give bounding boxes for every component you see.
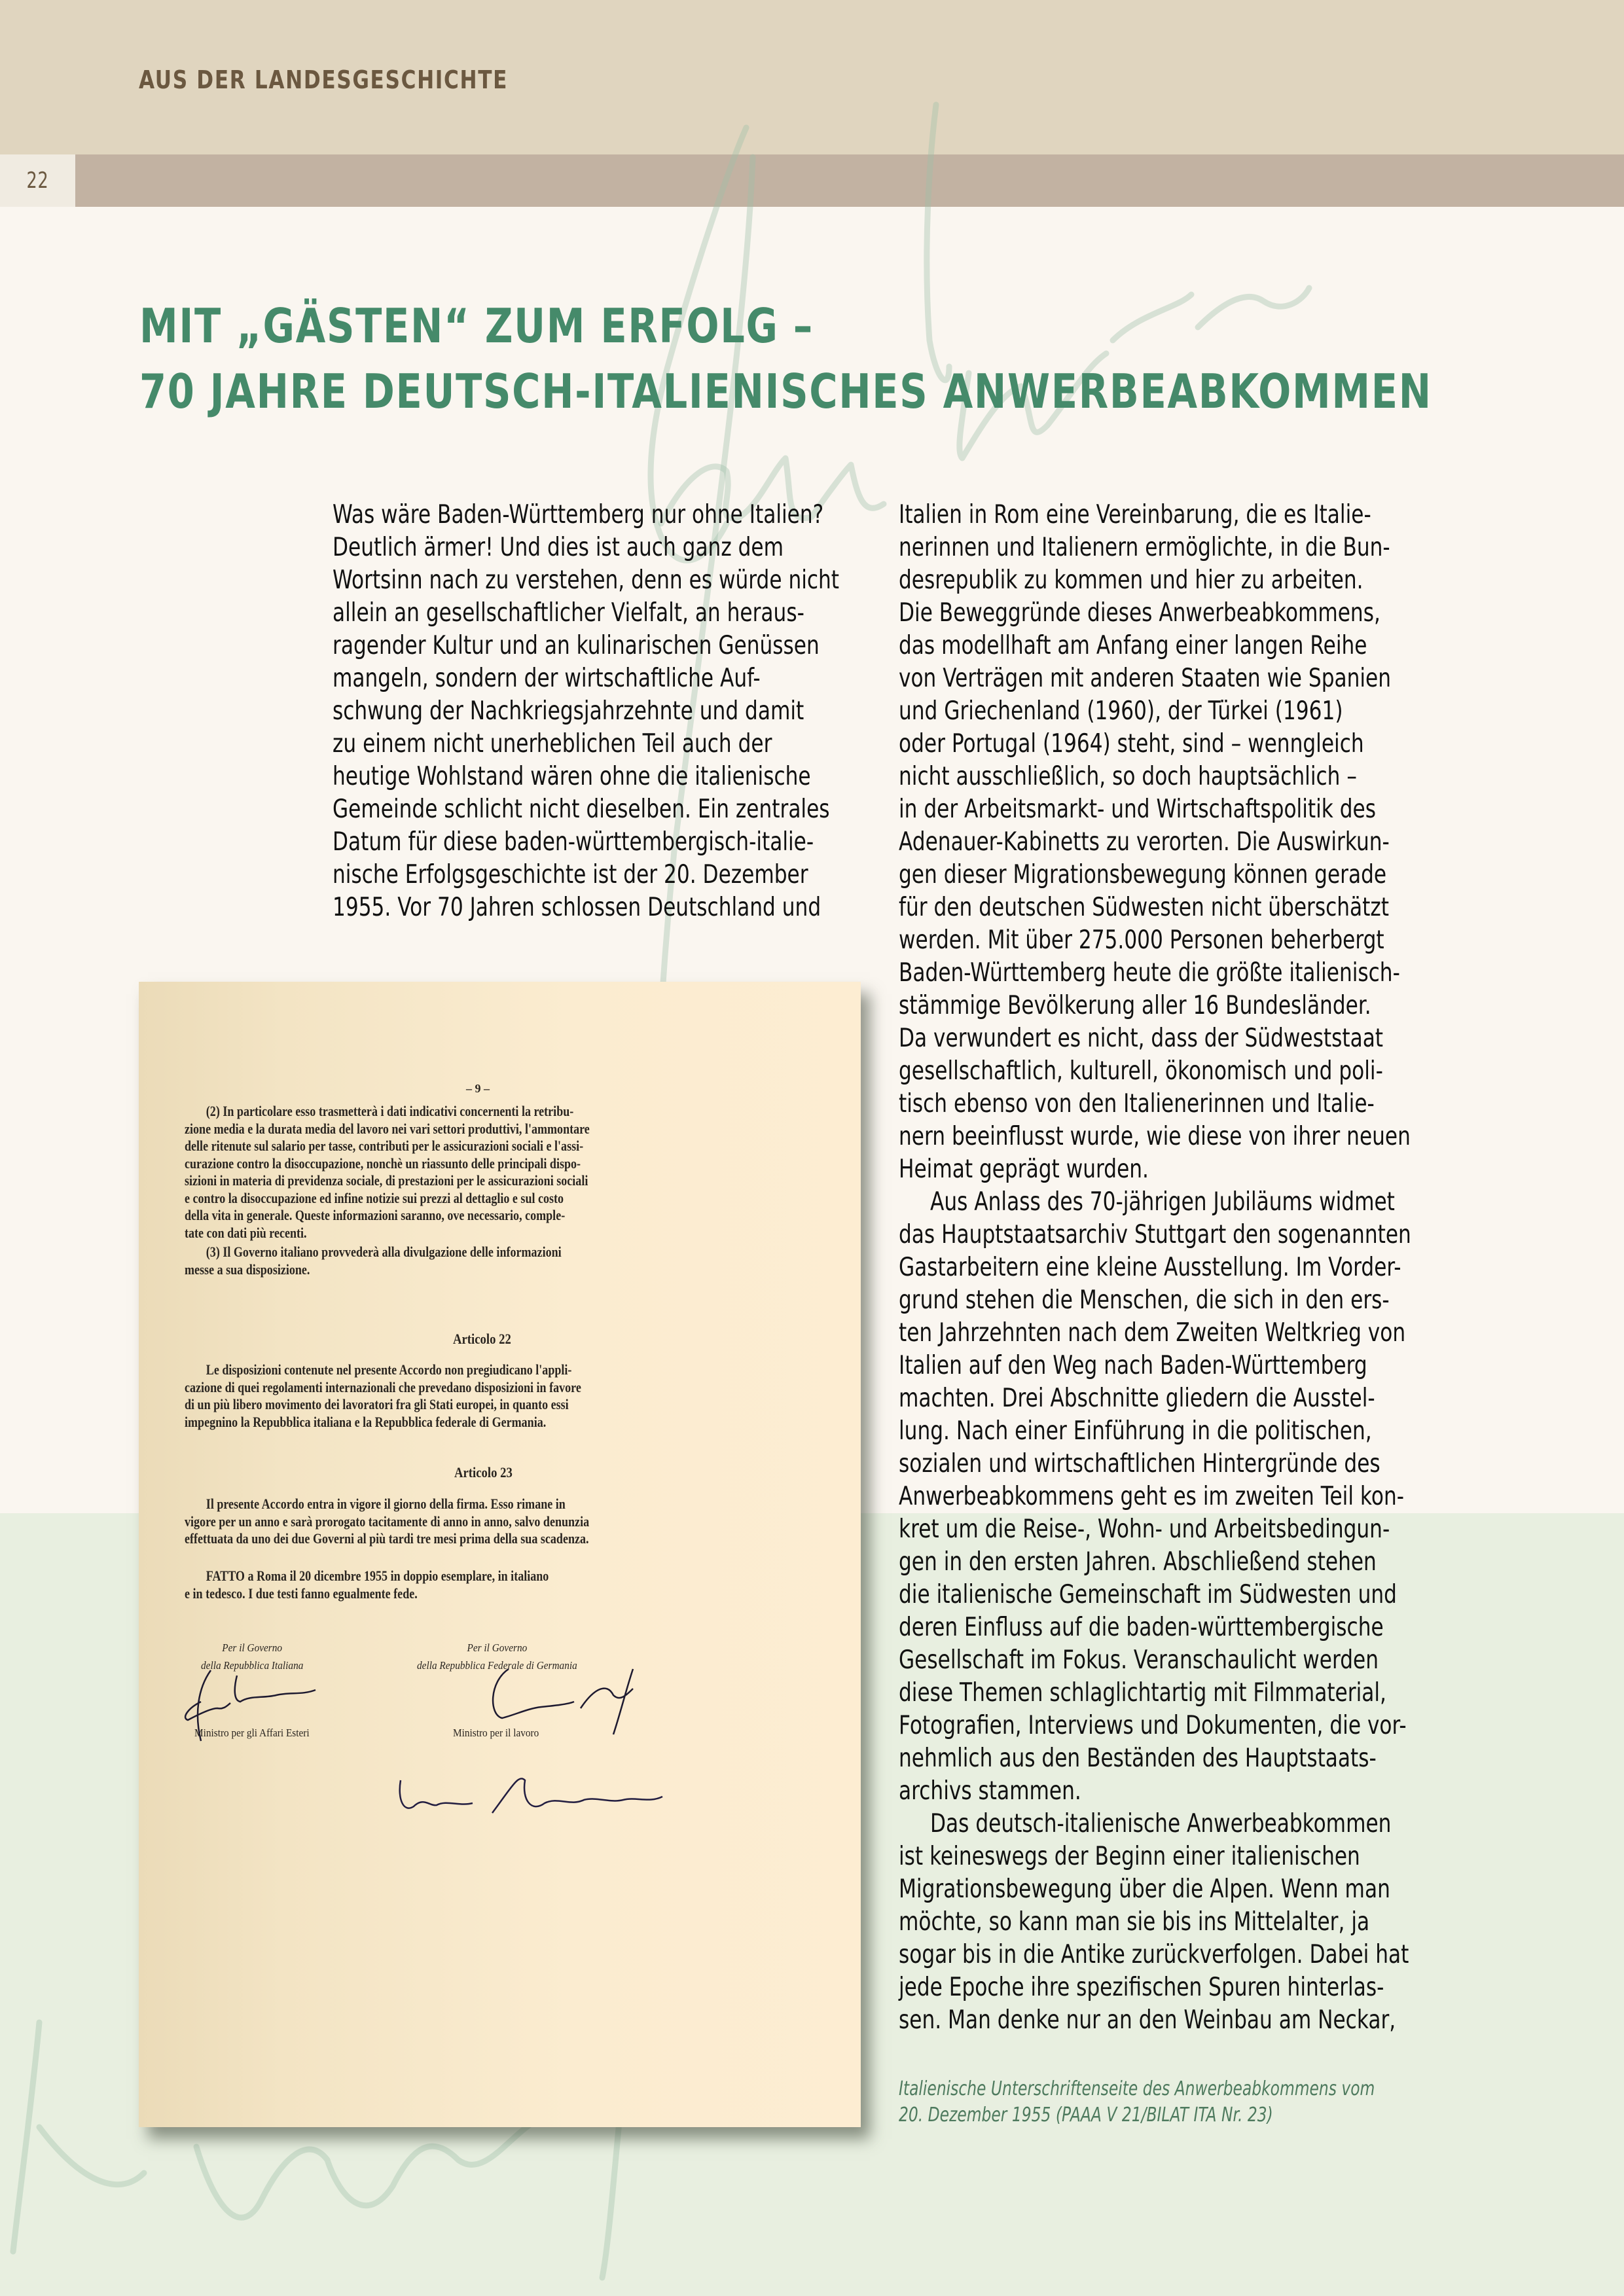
body-right-line: stämmige Bevölkerung aller 16 Bundesländer. (899, 991, 1371, 1020)
body-right-line: Migrationsbewegung über die Alpen. Wenn man (899, 1874, 1390, 1904)
signature-right-role: Ministro per il lavoro (453, 1727, 539, 1739)
document-paragraph-3-line: messe a sua disposizione. (185, 1261, 310, 1278)
document-paragraph-2-line: curazione contro la disoccupazione, nonchè un riassunto delle principali dispo- (185, 1155, 581, 1172)
body-right-line: machten. Drei Abschnitte gliedern die Ausstel- (899, 1384, 1375, 1413)
body-right-line: grund stehen die Menschen, die sich in den ers- (899, 1285, 1390, 1315)
document-paragraph-2-line: (2) In particolare esso trasmetterà i dati indicativi concernenti la retribu- (206, 1103, 574, 1119)
body-left-line: zu einem nicht unerheblichen Teil auch der (333, 729, 772, 759)
body-right-line: kret um die Reise-, Wohn- und Arbeitsbedingun- (899, 1515, 1390, 1544)
body-left-line: Gemeinde schlicht nicht dieselben. Ein zentrales (333, 795, 830, 824)
figure-caption-line-2: 20. Dezember 1955 (PAAA V 21/BILAT ITA Nr. 23) (899, 2104, 1273, 2126)
body-left-line: ragender Kultur und an kulinarischen Genüssen (333, 631, 820, 660)
body-right-line: desrepublik zu kommen und hier zu arbeiten. (899, 565, 1363, 595)
signature-left-header-line: Per il Governo (222, 1641, 283, 1654)
body-right-line: das modellhaft am Anfang einer langen Reihe (899, 631, 1367, 660)
body-right-line: Das deutsch-italienische Anwerbeabkommen (930, 1809, 1392, 1839)
body-right-line: gen dieser Migrationsbewegung können gerade (899, 860, 1387, 889)
document-paragraph-2-line: delle ritenute sul salario per tasse, contributi per le assicurazioni sociali e l'assi- (185, 1138, 584, 1154)
body-right-line: Anwerbeabkommens geht es im zweiten Teil kon- (899, 1482, 1404, 1511)
body-right-line: Italien auf den Weg nach Baden-Württemberg (899, 1351, 1367, 1380)
article-title-line-2: 70 JAHRE DEUTSCH-ITALIENISCHES ANWERBEABKOMMEN (139, 364, 1432, 419)
document-article-23-line: vigore per un anno e sarà prorogato tacitamente di anno in anno, salvo denunzia (185, 1513, 590, 1530)
body-right-line: sen. Man denke nur an den Weinbau am Neckar, (899, 2005, 1396, 2035)
document-fatto-clause (185, 1568, 549, 1602)
body-right-line: Gastarbeitern eine kleine Ausstellung. Im Vorder- (899, 1253, 1401, 1282)
body-right-line: oder Portugal (1964) steht, sind – wenngleich (899, 729, 1364, 759)
signature-merkatz-icon (388, 1767, 689, 1826)
document-paragraph-2 (185, 1103, 590, 1242)
figure-caption (899, 2076, 1375, 2128)
document-article-22-line: Le disposizioni contenute nel presente Accordo non pregiudicano l'appli- (206, 1361, 572, 1378)
body-right-line: tisch ebenso von den Italienerinnen und Italie- (899, 1089, 1375, 1119)
body-right-line: und Griechenland (1960), der Türkei (1961) (899, 696, 1343, 726)
body-right-line: Fotografien, Interviews und Dokumenten, die vor- (899, 1711, 1407, 1740)
document-article-22 (185, 1361, 581, 1431)
body-right-line: archivs stammen. (899, 1776, 1081, 1806)
body-right-line: Gesellschaft im Fokus. Veranschaulicht werden (899, 1645, 1379, 1675)
signature-right-header-line: Per il Governo (467, 1641, 528, 1654)
document-paragraph-2-line: della vita in generale. Queste informazioni saranno, ove necessario, comple- (185, 1207, 566, 1223)
figure-caption-line-1: Italienische Unterschriftenseite des Anwerbeabkommens vom (899, 2077, 1375, 2100)
body-right-line: gesellschaftlich, kulturell, ökonomisch und poli- (899, 1056, 1383, 1086)
document-paragraph-2-line: zione media e la durata media del lavoro nei vari settori produttivi, l'ammontare (185, 1120, 590, 1137)
body-left-line: heutige Wohlstand wären ohne die italienische (333, 762, 811, 791)
document-article-22-line: cazione di quei regolamenti internazionali che prevedano disposizioni in favore (185, 1378, 581, 1395)
body-column-left (333, 499, 839, 924)
body-right-line: nerinnen und Italienern ermöglichte, in die Bun- (899, 533, 1390, 562)
article-title-line-1: MIT „GÄSTEN“ ZUM ERFOLG – (139, 298, 814, 353)
body-left-line: Datum für diese baden-württembergisch-italie- (333, 827, 814, 857)
body-right-line: ten Jahrzehnten nach dem Zweiten Weltkrieg von (899, 1318, 1406, 1348)
body-right-line: sogar bis in die Antike zurückverfolgen. Dabei hat (899, 1940, 1409, 1969)
body-right-line: Aus Anlass des 70-jährigen Jubiläums widmet (930, 1187, 1395, 1217)
document-paragraph-3 (185, 1244, 562, 1278)
signature-right-header-line: della Repubblica Federale di Germania (417, 1659, 577, 1672)
body-left-line: Was wäre Baden-Württemberg nur ohne Italien? (333, 500, 824, 529)
body-right-line: nern beeinflusst wurde, wie diese von ihrer neuen (899, 1122, 1411, 1151)
body-right-line: die italienische Gemeinschaft im Südwesten und (899, 1580, 1397, 1609)
body-right-line: für den deutschen Südwesten nicht überschätzt (899, 893, 1390, 922)
document-article-22-heading: Articolo 22 (453, 1331, 511, 1347)
page-number: 22 (26, 168, 49, 194)
body-left-line: nische Erfolgsgeschichte ist der 20. Dezember (333, 860, 808, 889)
body-right-line: Die Beweggründe dieses Anwerbeabkommens, (899, 598, 1380, 628)
body-left-line: mangeln, sondern der wirtschaftliche Auf- (333, 664, 761, 693)
document-paragraph-3-line: (3) Il Governo italiano provvederà alla divulgazione delle informazioni (206, 1244, 562, 1260)
document-article-23 (185, 1496, 589, 1548)
document-page-marker: – 9 – (466, 1082, 490, 1095)
document-fatto-line: e in tedesco. I due testi fanno egualmente fede. (185, 1585, 418, 1602)
document-article-23-line: Il presente Accordo entra in vigore il giorno della firma. Esso rimane in (206, 1496, 566, 1512)
body-right-line: Baden-Württemberg heute die größte italienisch- (899, 958, 1400, 988)
body-right-line: jede Epoche ihre spezifischen Spuren hinterlas- (899, 1973, 1384, 2002)
document-paragraph-2-line: e contro la disoccupazione ed infine notizie sui prezzi al dettaglio e sul costo (185, 1189, 564, 1206)
body-right-line: deren Einfluss auf die baden-württembergische (899, 1613, 1384, 1642)
document-paragraph-2-line: sizioni in materia di previdenza sociale, di prestazioni per le assicurazioni sociali (185, 1172, 588, 1189)
body-left-line: Wortsinn nach zu verstehen, denn es würde nicht (333, 565, 840, 595)
watermark-stroke-artino (1113, 288, 1309, 340)
signature-left-header-line: della Repubblica Italiana (201, 1659, 304, 1672)
body-right-line: ist keineswegs der Beginn einer italienischen (899, 1842, 1360, 1871)
document-article-23-heading: Articolo 23 (454, 1464, 513, 1480)
body-right-line: Italien in Rom eine Vereinbarung, die es Italie- (899, 500, 1371, 529)
body-right-line: werden. Mit über 275.000 Personen beherbergt (899, 925, 1384, 955)
body-right-line: lung. Nach einer Einführung in die politischen, (899, 1416, 1372, 1446)
treaty-signature-page-image (139, 982, 861, 2127)
body-right-line: von Verträgen mit anderen Staaten wie Spanien (899, 664, 1392, 693)
body-right-line: Da verwundert es nicht, dass der Südweststaat (899, 1024, 1384, 1053)
body-column-right (899, 499, 1411, 2037)
body-right-line: nehmlich aus den Beständen des Hauptstaats- (899, 1744, 1377, 1773)
body-right-line: nicht ausschließlich, so doch hauptsächlich – (899, 762, 1357, 791)
header-strip (75, 154, 1624, 207)
document-paragraph-2-line: tate con dati più recenti. (185, 1224, 307, 1241)
body-left-line: 1955. Vor 70 Jahren schlossen Deutschland und (333, 893, 821, 922)
document-article-23-line: effettuata da uno dei due Governi al più tardi tre mesi prima della sua scadenza. (185, 1530, 589, 1547)
body-right-line: sozialen und wirtschaftlichen Hintergründe des (899, 1449, 1380, 1479)
body-right-line: Adenauer-Kabinetts zu verorten. Die Auswirkun- (899, 827, 1390, 857)
body-right-line: möchte, so kann man sie bis ins Mittelalter, ja (899, 1907, 1370, 1937)
section-title: AUS DER LANDESGESCHICHTE (139, 65, 509, 94)
body-left-line: Deutlich ärmer! Und dies ist auch ganz dem (333, 533, 784, 562)
document-fatto-line: FATTO a Roma il 20 dicembre 1955 in doppio esemplare, in italiano (206, 1568, 549, 1584)
body-right-line: diese Themen schlaglichtartig mit Filmmaterial, (899, 1678, 1386, 1708)
document-article-22-line: di un più libero movimento dei lavoratori fra gli Stati europei, in quanto essi (185, 1396, 569, 1412)
body-left-line: allein an gesellschaftlicher Vielfalt, an heraus- (333, 598, 804, 628)
signature-left-role: Ministro per gli Affari Esteri (194, 1727, 310, 1739)
body-right-line: gen in den ersten Jahren. Abschließend stehen (899, 1547, 1377, 1577)
document-article-22-line: impegnino la Repubblica italiana e la Repubblica federale di Germania. (185, 1413, 547, 1430)
body-right-line: Heimat geprägt wurden. (899, 1155, 1149, 1184)
body-right-line: das Hauptstaatsarchiv Stuttgart den sogenannten (899, 1220, 1411, 1249)
body-right-line: in der Arbeitsmarkt- und Wirtschaftspolitik des (899, 795, 1377, 824)
body-left-line: schwung der Nachkriegsjahrzehnte und damit (333, 696, 804, 726)
